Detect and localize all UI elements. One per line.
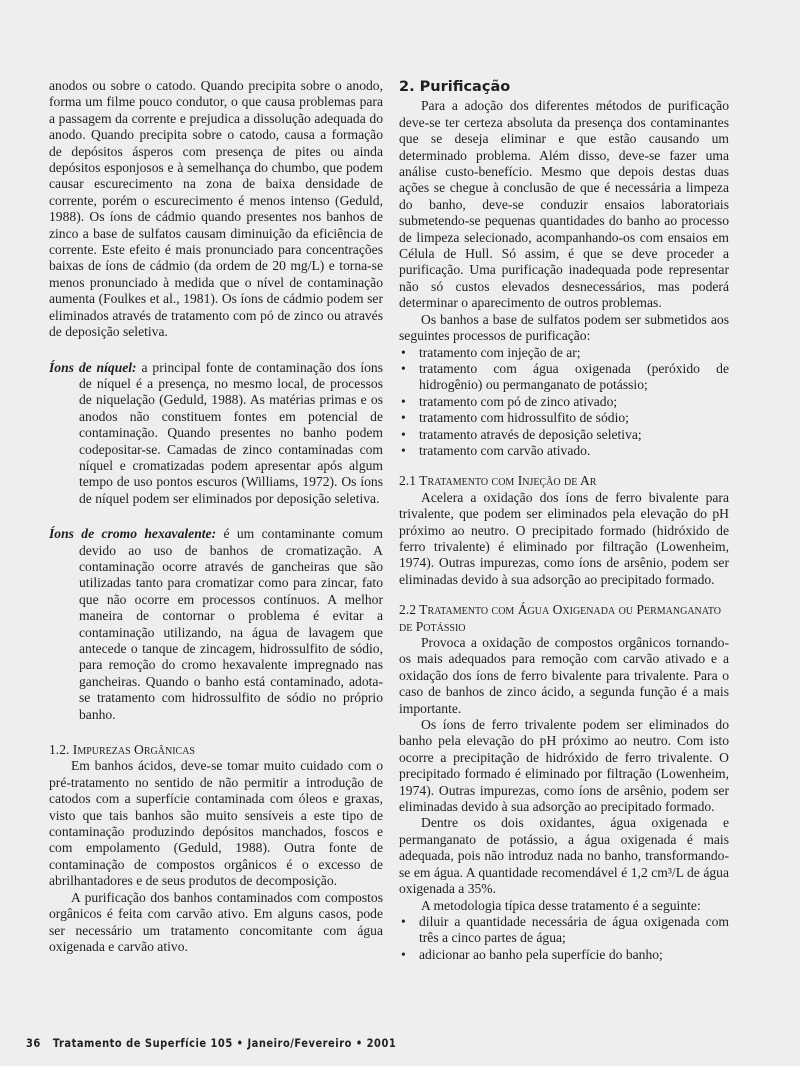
list-item: • tratamento com carvão ativado. — [399, 443, 729, 459]
purification-list — [399, 345, 729, 460]
list-item: • diluir a quantidade necessária de água oxigenada com três a cinco partes de água; — [399, 914, 729, 947]
subsection-1-2-heading: 1.2. Impurezas Orgânicas — [49, 742, 195, 758]
right-column — [399, 78, 729, 963]
section-2-heading: 2. Purificação — [399, 79, 511, 95]
text-cromo: é um contaminante comum devido ao uso de banhos de cromatização. A contaminação ocorre através de gancheiras que são utilizadas tanto para cromatizar como para zincar, fato que não ocorre em processos contínuos. A melhor maneira de contornar o problema é evitar a contaminação utilizando, na água de lavagem que antecede o tanque de zincagem, hidrossulfito de sódio, para remoção do cromo hexavalente impregnado nas gancheiras. Quando o banho está contaminado, adota-se tratamento com hidrossulfito de sódio no próprio banho. — [79, 526, 384, 722]
paragraph-purificacao-1: Para a adoção dos diferentes métodos de purificação deve-se ter certeza absoluta da presença dos contaminantes que se deseja eliminar e que estão causando um determinado problema. Além disso, deve-se fazer uma análise custo-benefício. Mesmo que depois destas duas ações se chegue à conclusão de que é necessária a limpeza do banho, deve-se conduzir ensaios laboratoriais submetendo-se pequenas quantidades do banho ao processo de limpeza selecionado, acompanhando-os com ensaios em Célula de Hull. Só assim, é que se deve proceder a purificação. Uma purificação inadequada pode representar não só custos elevados desnecessários, mas poderá determinar o aparecimento de outros problemas. — [399, 98, 729, 311]
subsection-2-1-heading: 2.1 Tratamento com Injeção de Ar — [399, 473, 597, 489]
term-cromo: Íons de cromo hexavalente: — [49, 526, 217, 542]
journal-info: Tratamento de Superfície 105 • Janeiro/Fevereiro • 2001 — [52, 1036, 397, 1050]
paragraph-agua-oxigenada-3: Dentre os dois oxidantes, água oxigenada e permanganato de potássio, a água oxigenada é mais adequada, pois não introduz nada no banho, transformando-se em água. A quantidade recomendável é 1,2 cm³/L de água oxigenada a 35%. — [399, 815, 729, 897]
paragraph-purificacao-2: Os banhos a base de sulfatos podem ser submetidos aos seguintes processos de purificação: — [399, 311, 729, 344]
list-item: • tratamento com pó de zinco ativado; — [399, 394, 729, 410]
paragraph-cromo — [49, 526, 383, 723]
method-steps-list — [399, 914, 729, 963]
page-number: 36 — [26, 1036, 41, 1050]
paragraph-impurezas-1: Em banhos ácidos, deve-se tomar muito cuidado com o pré-tratamento no sentido de não permitir a introdução de catodos com a superfície contaminada com óleos e graxas, visto que tais banhos são muito sensíveis a este tipo de contaminação produzindo depósitos manchados, foscos e com empolamento (Geduld, 1988). Outra fonte de contaminação de compostos orgânicos é o excesso de abrilhantadores e de seus produtos de decomposição. — [49, 758, 383, 889]
list-item: • tratamento através de deposição seletiva; — [399, 427, 729, 443]
term-niquel: Íons de níquel: — [49, 359, 137, 375]
list-item: • adicionar ao banho pela superfície do banho; — [399, 947, 729, 963]
paragraph-agua-oxigenada-2: Os íons de ferro trivalente podem ser eliminados do banho pela elevação do pH próximo ao neutro. Com isto ocorre a precipitação de hidróxido de ferro trivalente. O precipitado formado é eliminado por filtração (Lowenheim, 1974). Outras impurezas, como íons de arsênio, podem ser eliminadas devido à sua adsorção ao precipitado formado. — [399, 717, 729, 815]
subsection-2-2-heading: 2.2 Tratamento com Água Oxigenada ou Permanganato de Potássio — [399, 602, 722, 634]
list-item: • tratamento com água oxigenada (peróxido de hidrogênio) ou permanganato de potássio; — [399, 361, 729, 394]
paragraph-impurezas-2: A purificação dos banhos contaminados com compostos orgânicos é feita com carvão ativo. Em alguns casos, pode ser necessário um tratamento concomitante com água oxigenada e carvão ativo. — [49, 889, 383, 954]
text-niquel: a principal fonte de contaminação dos íons de níquel é a presença, no mesmo local, de processos de niquelação (Geduld, 1988). As matérias primas e os anodos não constituem fontes em potencial de contaminação. Quando presentes no banho podem codepositar-se. Camadas de zinco contaminadas com níquel e cromatizadas podem apresentar após algum tempo de uso pontos escuros (Williams, 1972). Os íons de níquel podem ser eliminados por deposição seletiva. — [79, 359, 383, 506]
list-item: • tratamento com injeção de ar; — [399, 345, 729, 361]
paragraph-agua-oxigenada-1: Provoca a oxidação de compostos orgânicos tornando-os mais adequados para remoção com carvão ativado e a oxidação dos íons de ferro bivalente para trivalente. Para o caso de banhos de zinco ácido, a segunda função é a mais importante. — [399, 635, 729, 716]
paragraph-metodologia: A metodologia típica desse tratamento é a seguinte: — [421, 897, 701, 913]
paragraph-injecao-ar: Acelera a oxidação dos íons de ferro bivalente para trivalente, que podem ser eliminados pela elevação do pH próximo ao neutro. O precipitado formado (hidróxido de ferro trivalente) é eliminado por filtração (Lowenheim, 1974). Outras impurezas, como íons de arsênio, podem ser eliminadas devido à sua adsorção ao precipitado formado. — [399, 489, 729, 587]
paragraph-niquel — [49, 360, 383, 508]
left-column — [49, 78, 383, 955]
page-footer — [26, 1036, 396, 1050]
paragraph-cadmio: anodos ou sobre o catodo. Quando precipita sobre o anodo, forma um filme pouco condutor, o que causa problemas para a passagem da corrente e prejudica a dissolução adequada do anodo. Quando precipita sobre o catodo, causa a formação de depósitos ásperos com presença de pites ou ainda depósitos esponjosos e à semelhança do chumbo, que podem causar escurecimento na zona de baixa densidade de corrente, porém o escurecimento é menos intenso (Geduld, 1988). Os íons de cádmio quando presentes nos banhos de zinco a base de sulfatos causam diminuição da eficiência de corrente. Este efeito é mais pronunciado para concentrações baixas de íons de cádmio (da ordem de 20 mg/L) e torna-se menos pronunciado à medida que o nível de contaminação aumenta (Foulkes et al., 1981). Os íons de cádmio podem ser eliminados através de tratamento com pó de zinco ou através de deposição seletiva. — [49, 78, 383, 340]
list-item: • tratamento com hidrossulfito de sódio; — [399, 410, 729, 426]
